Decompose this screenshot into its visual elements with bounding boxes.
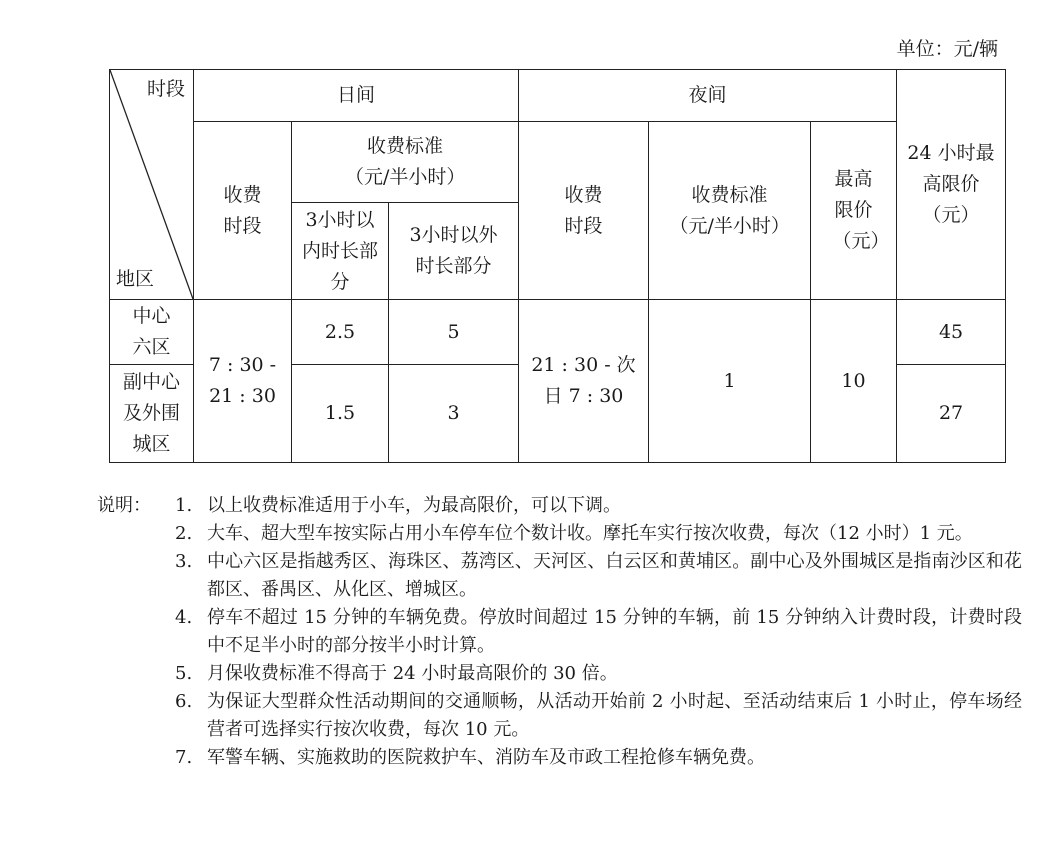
note-text: 月保收费标准不得高于 24 小时最高限价的 30 倍。 xyxy=(207,663,618,684)
note-number: 2. xyxy=(175,523,193,544)
within-3h-rate: 2.5 xyxy=(292,300,389,365)
header-day: 日间 xyxy=(194,70,519,122)
note-item xyxy=(97,660,1022,688)
corner-header-cell xyxy=(110,70,194,300)
beyond-3h-rate: 5 xyxy=(389,300,519,365)
unit-label: 单位：元/辆 xyxy=(896,38,998,60)
within-3h-rate: 1.5 xyxy=(292,365,389,463)
note-text: 军警车辆、实施救助的医院救护车、消防车及市政工程抢修车辆免费。 xyxy=(207,747,765,768)
max-24h-cell: 45 xyxy=(897,300,1006,365)
night-cap-cell: 10 xyxy=(811,300,897,463)
header-day-standard: 收费标准（元/半小时） xyxy=(292,122,519,203)
corner-label-period: 时段 xyxy=(146,78,185,100)
notes-section xyxy=(97,492,1022,772)
header-night-standard: 收费标准（元/半小时） xyxy=(649,122,811,300)
note-text: 以上收费标准适用于小车，为最高限价，可以下调。 xyxy=(207,495,621,516)
region-cell: 副中心及外围城区 xyxy=(110,365,194,463)
note-item xyxy=(97,604,1022,660)
max-24h-cell: 27 xyxy=(897,365,1006,463)
note-text: 停车不超过 15 分钟的车辆免费。停放时间超过 15 分钟的车辆，前 15 分钟纳入计费时段，计费时段中不足半小时的部分按半小时计算。 xyxy=(207,607,1022,656)
note-number: 1. xyxy=(175,495,193,516)
parking-fee-table xyxy=(109,69,1006,463)
header-night-cap: 最高限价（元） xyxy=(811,122,897,300)
note-number: 6. xyxy=(175,691,193,712)
note-text: 中心六区是指越秀区、海珠区、荔湾区、天河区、白云区和黄埔区。副中心及外围城区是指南沙区和花都区、番禺区、从化区、增城区。 xyxy=(207,551,1022,600)
header-beyond-3h: 3小时以外时长部分 xyxy=(389,203,519,300)
corner-label-region: 地区 xyxy=(116,268,155,290)
note-text: 大车、超大型车按实际占用小车停车位个数计收。摩托车实行按次收费，每次（12 小时）1 元。 xyxy=(207,523,973,544)
header-night-period: 收费时段 xyxy=(519,122,649,300)
header-within-3h: 3小时以内时长部分 xyxy=(292,203,389,300)
note-text: 为保证大型群众性活动期间的交通顺畅，从活动开始前 2 小时起、至活动结束后 1 小时止，停车场经营者可选择实行按次收费，每次 10 元。 xyxy=(207,691,1022,740)
notes-label: 说明： xyxy=(97,495,151,516)
header-24h-cap: 24 小时最高限价（元） xyxy=(897,70,1006,300)
note-item xyxy=(97,744,1022,772)
note-item xyxy=(97,688,1022,744)
note-number: 3. xyxy=(175,551,193,572)
region-cell: 中心六区 xyxy=(110,300,194,365)
note-item xyxy=(97,520,1022,548)
day-period-cell: 7 : 30 - 21 : 30 xyxy=(194,300,292,463)
beyond-3h-rate: 3 xyxy=(389,365,519,463)
night-rate-cell: 1 xyxy=(649,300,811,463)
header-day-period: 收费时段 xyxy=(194,122,292,300)
note-number: 5. xyxy=(175,663,193,684)
note-item xyxy=(97,492,1022,520)
night-period-cell: 21 : 30 - 次日 7 : 30 xyxy=(519,300,649,463)
note-item xyxy=(97,548,1022,604)
note-number: 4. xyxy=(175,607,193,628)
header-night: 夜间 xyxy=(519,70,897,122)
note-number: 7. xyxy=(175,747,193,768)
